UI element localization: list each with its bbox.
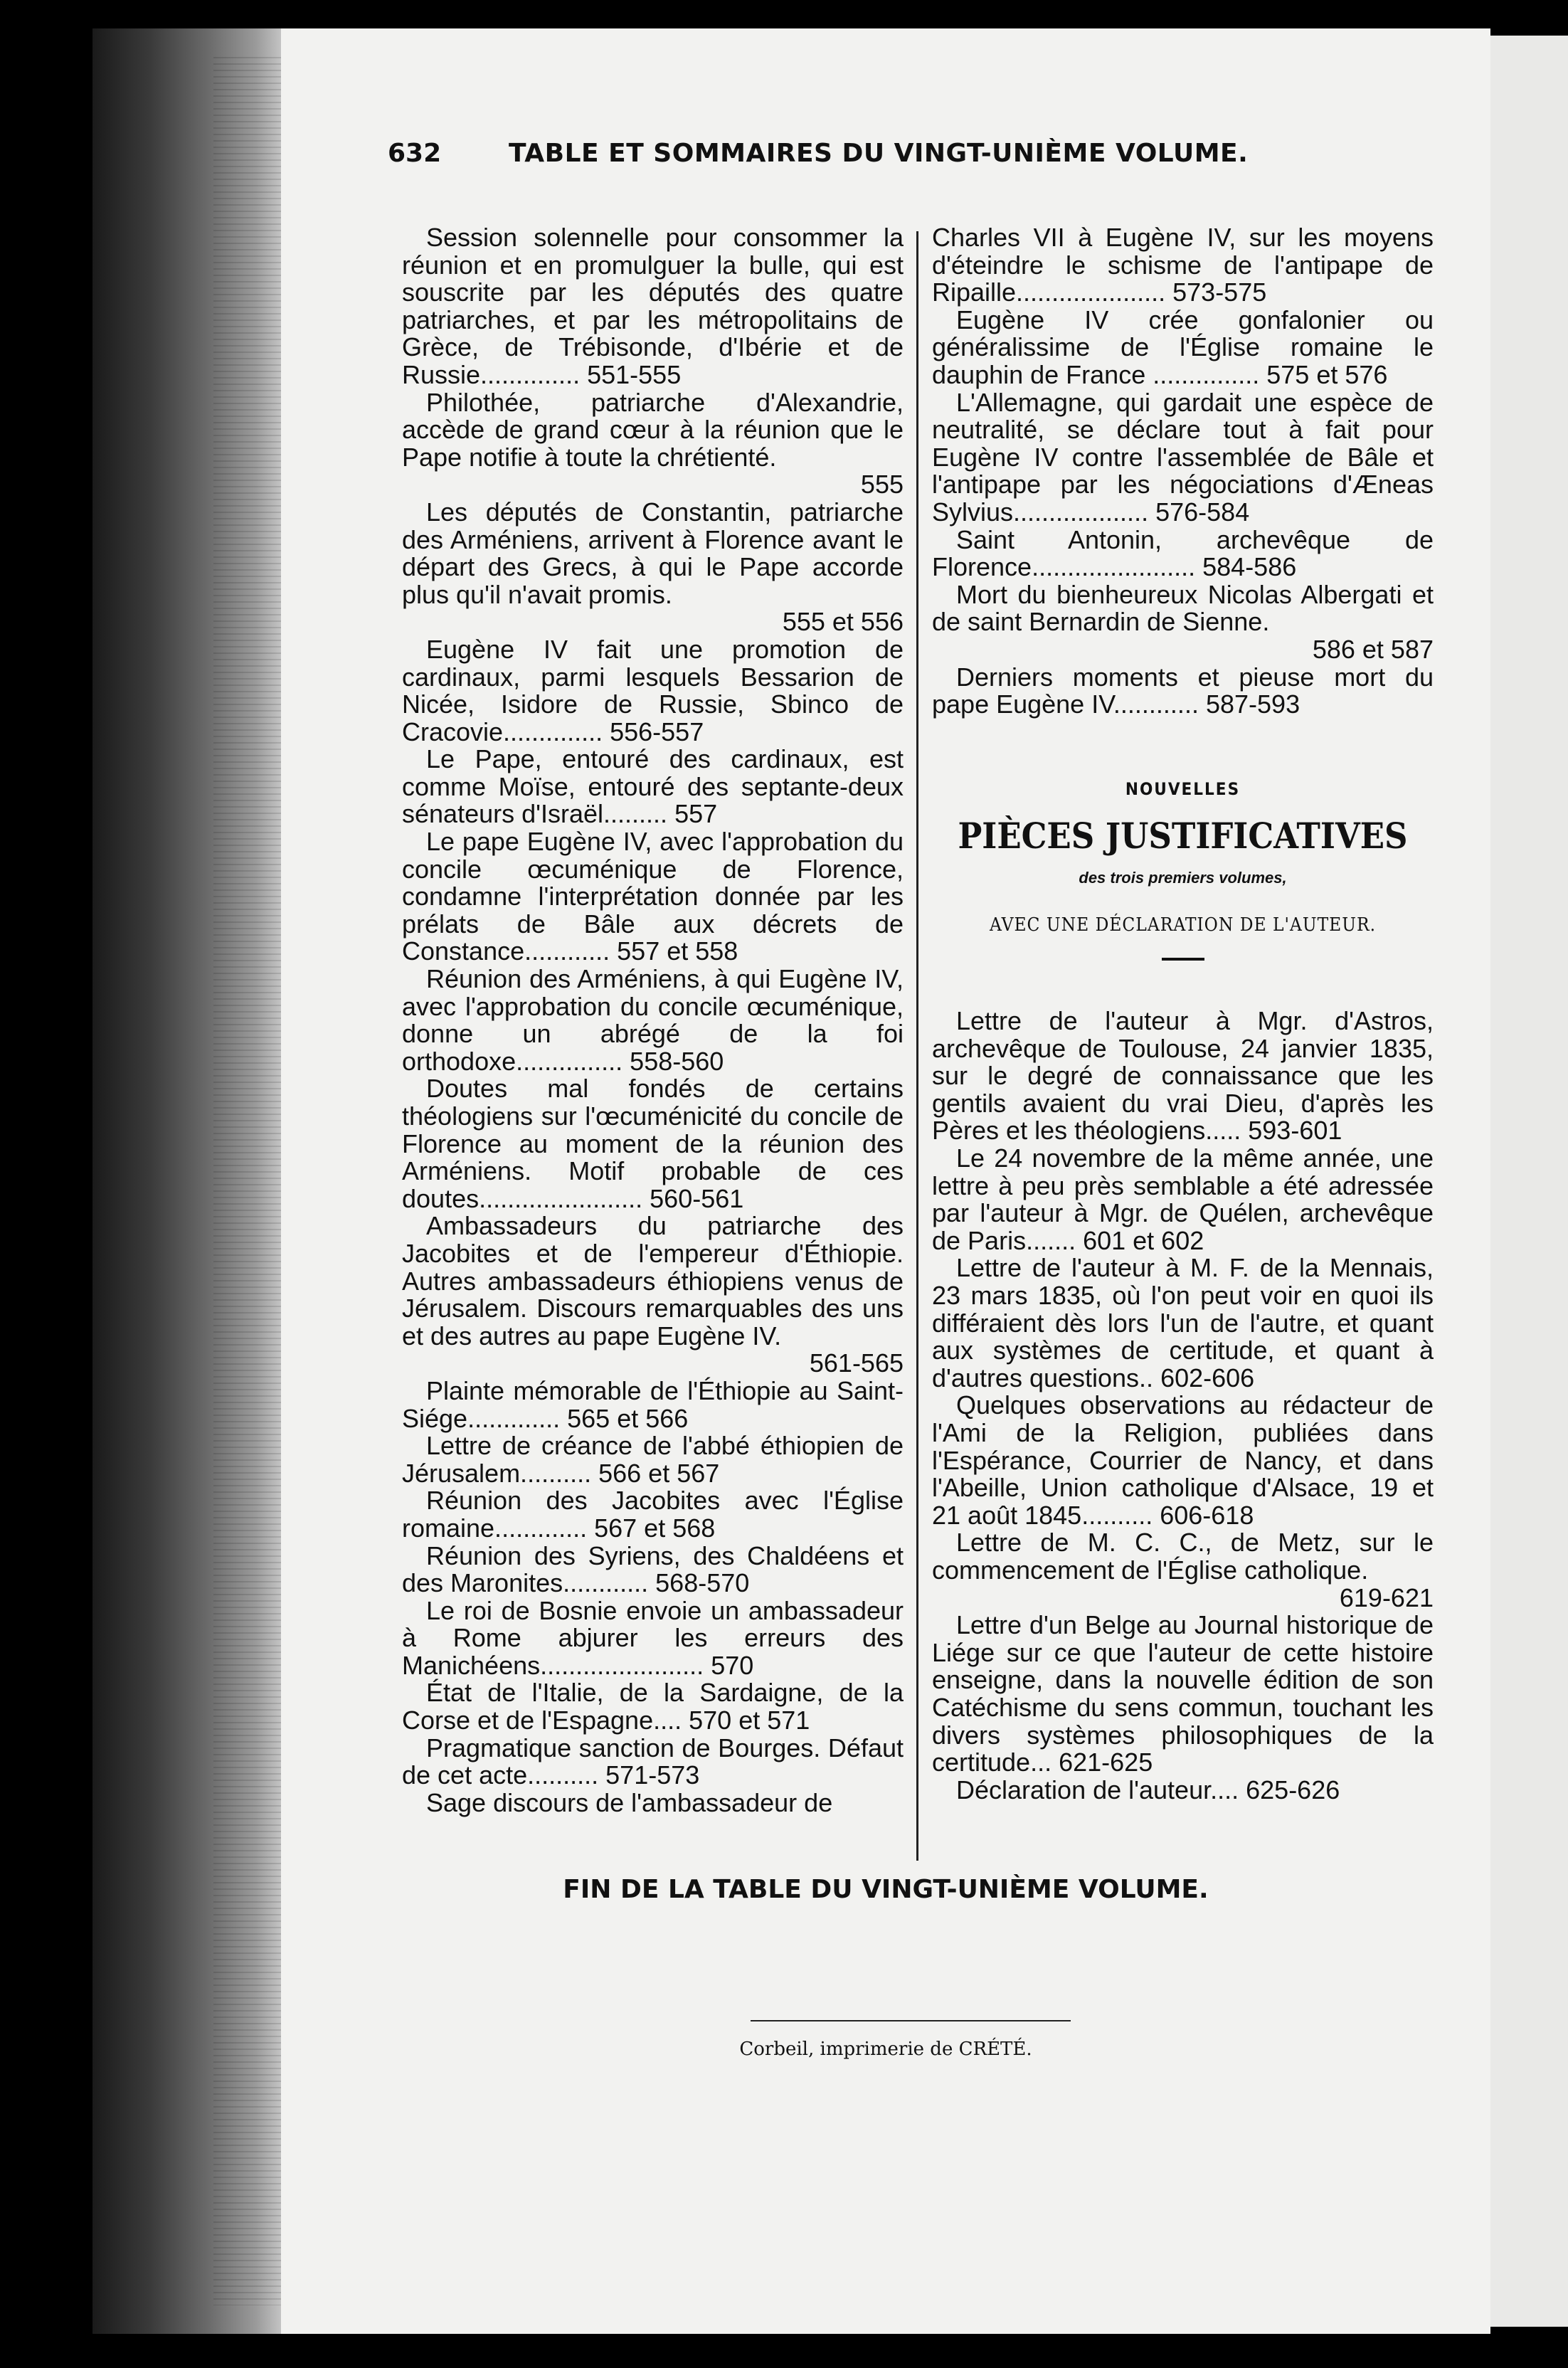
toc-entry-text: Le Pape, entouré des cardinaux, est comme Moïse, entouré des septante-deux sénateurs d'Israël......... [402,744,904,829]
toc-entry-pages: 567 et 568 [594,1513,716,1543]
toc-entry-text: Réunion des Syriens, des Chaldéens et des Maronites............ [402,1540,904,1598]
toc-entry [402,966,904,1075]
toc-entry-text: Sage discours de l'ambassadeur de [426,1787,833,1817]
toc-entry [402,1787,904,1817]
toc-entry-text: Plainte mémorable de l'Éthiopie au Saint-Siége............. [402,1375,904,1433]
toc-entry-pages: 558-560 [630,1046,724,1076]
toc-entry [402,1679,904,1734]
toc-entry-text: Saint Antonin, archevêque de Florence....................... [932,524,1434,582]
toc-entry-pages: 619-621 [1339,1582,1434,1612]
toc-entry-pages: 575 et 576 [1266,359,1388,389]
printer-rule [751,2020,1071,2021]
toc-entry-pages: 584-586 [1202,552,1297,582]
running-header [388,139,1362,181]
appendix-subtitle: des trois premiers volumes, [1079,868,1287,887]
toc-entry-pages: 573-575 [1172,278,1267,307]
appendix-kicker: NOUVELLES [1125,778,1241,799]
toc-entry-text: Lettre de créance de l'abbé éthiopien de Jérusalem.......... [402,1431,904,1488]
toc-entry-text: Mort du bienheureux Nicolas Albergati et de saint Bernardin de Sienne. [932,579,1434,637]
toc-entry-pages: 555 et 556 [782,607,904,637]
right-column [932,224,1434,1804]
toc-entry-pages: 570 [711,1650,754,1680]
toc-entry [932,1145,1434,1254]
toc-entry-pages: 551-555 [587,359,682,389]
toc-entry-pages: 601 et 602 [1083,1225,1204,1255]
toc-entry-pages: 561-565 [809,1348,904,1378]
toc-entry-pages: 557 [674,799,718,829]
toc-entry [402,1432,904,1487]
toc-entry [402,746,904,828]
toc-entry-text: Le 24 novembre de la même année, une lettre à peu près semblable a été adressée par l'auteur à Mgr. de Quélen, archevêque de Paris....... [932,1143,1434,1255]
toc-entry [402,1212,904,1350]
toc-entry-pages: 566 et 567 [598,1458,720,1488]
toc-entry-text: Lettre de l'auteur à M. F. de la Mennais, 23 mars 1835, où l'on peut voir en quoi ils différaient dès lors l'un de l'autre, et quant aux systèmes de certitude, et quant à d'autres questions.. [932,1253,1434,1392]
toc-entry [932,1777,1434,1804]
toc-entry [402,828,904,966]
toc-entry [932,581,1434,636]
appendix-declaration: AVEC UNE DÉCLARATION DE L'AUTEUR. [989,914,1376,936]
toc-entry-text: Le roi de Bosnie envoie un ambassadeur à Rome abjurer les erreurs des Manichéens....................... [402,1595,904,1680]
toc-entry [402,1540,904,1598]
toc-entry-pages: 557 et 558 [617,936,738,966]
toc-entry-text: Derniers moments et pieuse mort du pape Eugène IV............ [932,662,1434,719]
toc-entry-text: Ambassadeurs du patriarche des Jacobites et de l'empereur d'Éthiopie. Autres ambassadeurs éthiopiens venus de Jérusalem. Discours remarquables des uns et des autres au pape Eugène IV. [402,1211,904,1350]
toc-entry-pages: 587-593 [1205,689,1301,719]
toc-entry-text: Session solennelle pour consommer la réunion et en promulguer la bulle, qui est souscrite par les députés des quatre patriarches, et par les métropolitains de Grèce, de Trébisonde, d'Ibérie et de Russie.............. [402,223,904,389]
toc-entry [932,1392,1434,1529]
toc-entry-pages: 576-584 [1155,497,1250,527]
toc-entry-text: Charles VII à Eugène IV, sur les moyens d'éteindre le schisme de l'antipape de Ripaille..................... [932,223,1434,307]
toc-entry [402,1075,904,1212]
toc-entry-text: Lettre de l'auteur à Mgr. d'Astros, archevêque de Toulouse, 24 janvier 1835, sur le degré de connaissance que les gentils avaient du vrai Dieu, d'après les Pères et les théologiens..... [932,1006,1434,1146]
toc-entry [932,1008,1434,1145]
column-divider [916,231,918,1861]
toc-entry [932,1254,1434,1392]
toc-entry-pages: 586 et 587 [1312,634,1434,664]
toc-entry [932,224,1434,307]
toc-entry-text: Réunion des Jacobites avec l'Église romaine............. [402,1486,904,1543]
toc-entry-pages: 571-573 [605,1760,700,1790]
toc-entry-pages: 621-625 [1059,1748,1153,1777]
toc-entry-text: État de l'Italie, de la Sardaigne, de la Corse et de l'Espagne.... [402,1678,904,1735]
toc-entry [932,389,1434,527]
toc-entry-pages: 556-557 [610,717,704,746]
toc-entry-text: Déclaration de l'auteur.... [956,1775,1239,1804]
toc-entry [402,499,904,608]
toc-entry [402,1735,904,1790]
toc-entry-text: Pragmatique sanction de Bourges. Défaut de cet acte.......... [402,1733,904,1790]
toc-entry-pages: 606-618 [1160,1500,1254,1530]
toc-entry [402,1597,904,1680]
appendix-title: PIÈCES JUSTIFICATIVES [958,815,1408,857]
toc-entry-pages: 625-626 [1246,1775,1340,1804]
toc-entry-text: Philothée, patriarche d'Alexandrie, accède de grand cœur à la réunion que le Pape notifie à toute la chrétienté. [402,387,904,472]
toc-entry-text: Le pape Eugène IV, avec l'approbation du concile œcuménique de Florence, condamne l'interprétation donnée par les prélats de Bâle aux décrets de Constance............ [402,827,904,966]
toc-entry-text: Eugène IV crée gonfalonier ou généralissime de l'Église romaine le dauphin de France ............... [932,305,1434,389]
toc-entry-text: Lettre de M. C. C., de Metz, sur le commencement de l'Église catholique. [932,1528,1434,1585]
toc-entry [932,524,1434,582]
right-entries [932,224,1434,719]
toc-entry-text: Doutes mal fondés de certains théologiens sur l'œcuménicité du concile de Florence au moment de la réunion des Arméniens. Motif probable de ces doutes....................... [402,1074,904,1213]
toc-entry-pages: 565 et 566 [567,1403,689,1433]
appendix-entries [932,1008,1434,1804]
facing-page-edge [1478,36,1568,2327]
toc-entry [402,224,904,389]
running-title: TABLE ET SOMMAIRES DU VINGT-UNIÈME VOLUME. [509,139,1249,168]
toc-entry [932,1612,1434,1777]
book-page [281,28,1490,2334]
toc-entry-pages: 560-561 [650,1183,744,1213]
toc-entry-text: Lettre d'un Belge au Journal historique de Liége sur ce que l'auteur de cette histoire enseigne, dans la nouvelle édition de son Catéchisme du sens commun, touchant les divers systèmes philosophiques de la certitude... [932,1610,1434,1777]
page-number: 632 [388,139,442,168]
toc-entry [932,1529,1434,1584]
printer-imprint: Corbeil, imprimerie de CRÉTÉ. [739,2039,1032,2060]
toc-entry-pages: 568-570 [655,1568,750,1598]
toc-entry-text: Eugène IV fait une promotion de cardinaux, parmi lesquels Bessarion de Nicée, Isidore de Russie, Sbinco de Cracovie.............. [402,634,904,746]
section-dash [1162,958,1204,961]
page-edges [213,57,285,2305]
toc-entry [932,307,1434,389]
end-title: FIN DE LA TABLE DU VINGT-UNIÈME VOLUME. [563,1875,1209,1904]
toc-entry-text: Les députés de Constantin, patriarche des Arméniens, arrivent à Florence avant le départ des Grecs, à qui le Pape accorde plus qu'il n'avait promis. [402,497,904,609]
toc-entry [402,389,904,472]
toc-entry-pages: 593-601 [1248,1116,1342,1146]
toc-entry [402,1375,904,1433]
toc-entry-text: Réunion des Arméniens, à qui Eugène IV, avec l'approbation du concile œcuménique, donne un abrégé de la foi orthodoxe............... [402,964,904,1076]
toc-entry-text: Quelques observations au rédacteur de l'Ami de la Religion, publiées dans l'Espérance, Courrier de Nancy, et dans l'Abeille, Union catholique d'Alsace, 19 et 21 août 1845.......... [932,1390,1434,1530]
toc-entry-pages: 602-606 [1160,1363,1255,1392]
toc-entry [402,636,904,746]
toc-entry-pages: 555 [860,470,904,500]
toc-entry-pages: 570 et 571 [689,1706,810,1735]
toc-entry-text: L'Allemagne, qui gardait une espèce de neutralité, se déclare tout à fait pour Eugène IV contre l'assemblée de Bâle et l'antipape par les négociations d'Æneas Sylvius................... [932,387,1434,527]
toc-entry [932,664,1434,719]
left-column [402,224,904,1817]
toc-entry [402,1487,904,1542]
